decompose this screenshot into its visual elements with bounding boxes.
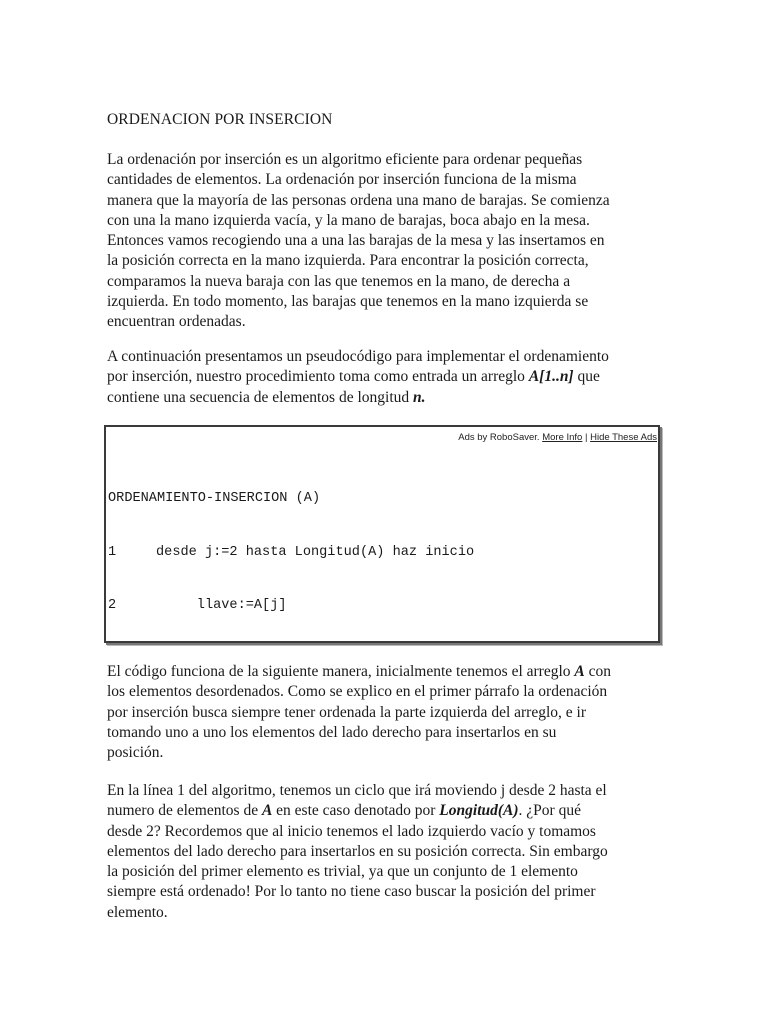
code-line <box>108 597 556 615</box>
text-line: por inserción busca siempre tener ordenada la parte izquierda del arreglo, e ir <box>107 703 586 721</box>
ads-label: Ads by RoboSaver. <box>458 432 543 443</box>
text-line: tomando uno a uno los elementos del lado derecho para insertarlos en su <box>107 723 557 741</box>
text-fragment: . ¿Por qué <box>518 802 581 820</box>
code-header: ORDENAMIENTO-INSERCION (A) <box>108 491 321 507</box>
text-line: encuentran ordenadas. <box>107 313 246 331</box>
text-line: cantidades de elementos. La ordenación por inserción funciona de la misma <box>107 171 577 189</box>
text-line: la posición del primer elemento es trivial, ya que un conjunto de 1 elemento <box>107 863 578 881</box>
intro-paragraph <box>107 150 667 333</box>
code-text: desde j:=2 hasta Longitud(A) haz inicio <box>156 544 475 560</box>
text-line: la posición correcta en la mano izquierda. Para encontrar la posición correcta, <box>107 252 589 270</box>
text-line: siempre está ordenado! Por lo tanto no tiene caso buscar la posición del primer <box>107 883 596 901</box>
text-line: elemento. <box>107 903 168 921</box>
pseudocode-intro-paragraph <box>107 347 667 408</box>
text-line: La ordenación por inserción es un algoritmo eficiente para ordenar pequeñas <box>107 151 583 168</box>
pseudocode-box <box>104 425 660 643</box>
text-line: elementos del lado derecho para insertarlos en su posición correcta. Sin embargo <box>107 842 608 860</box>
text-line: comparamos la nueva baraja con las que tenemos en la mano, de derecha a <box>107 272 571 290</box>
text-line: En la línea 1 del algoritmo, tenemos un ciclo que irá moviendo j desde 2 hasta el <box>107 782 607 799</box>
text-line <box>107 367 667 387</box>
line-one-paragraph <box>107 781 667 923</box>
text-fragment: contiene una secuencia de elementos de longitud <box>107 388 414 406</box>
text-line: A continuación presentamos un pseudocódigo para implementar el ordenamiento <box>107 348 609 365</box>
more-info-link[interactable]: More Info <box>542 432 583 443</box>
text-line: posición. <box>107 744 164 762</box>
text-fragment: con <box>584 663 612 680</box>
text-line: desde 2? Recordemos que al inicio tenemos el lado izquierdo vacío y tomamos <box>107 822 596 840</box>
array-name: A <box>574 663 585 680</box>
pseudocode-listing <box>108 455 556 643</box>
code-line <box>108 544 556 562</box>
array-notation: A[1..n] <box>528 368 574 386</box>
code-text: llave:=A[j] <box>156 597 287 613</box>
length-function: Longitud(A) <box>439 802 519 820</box>
text-line: con una la mano izquierda vacía, y la mano de barajas, boca abajo en la mesa. <box>107 211 590 229</box>
length-variable: n. <box>413 388 426 406</box>
text-line: los elementos desordenados. Como se explico en el primer párrafo la ordenación <box>107 683 608 701</box>
text-line <box>107 662 667 682</box>
text-line: manera que la mayoría de las personas ordena una mano de barajas. Se comienza <box>107 191 610 209</box>
document-title: ORDENACION POR INSERCION <box>107 111 333 128</box>
text-fragment: numero de elementos de <box>107 802 262 820</box>
ads-separator: | <box>582 432 591 443</box>
explanation-paragraph <box>107 662 667 763</box>
text-fragment: que <box>573 368 600 386</box>
array-name: A <box>261 802 273 820</box>
line-number: 2 <box>108 597 117 613</box>
text-fragment: en este caso denotado por <box>272 802 440 820</box>
text-line: Entonces vamos recogiendo una a una las barajas de la mesa y las insertamos en <box>107 232 605 250</box>
ads-bar <box>458 432 657 443</box>
text-line <box>107 801 667 821</box>
line-number: 1 <box>108 544 117 560</box>
text-fragment: El código funciona de la siguiente manera, inicialmente tenemos el arreglo <box>107 663 575 680</box>
text-line <box>107 388 667 408</box>
hide-ads-link[interactable]: Hide These Ads <box>590 432 657 443</box>
text-fragment: por inserción, nuestro procedimiento toma como entrada un arreglo <box>107 368 529 386</box>
text-line: izquierda. En todo momento, las barajas que tenemos en la mano izquierda se <box>107 293 589 311</box>
